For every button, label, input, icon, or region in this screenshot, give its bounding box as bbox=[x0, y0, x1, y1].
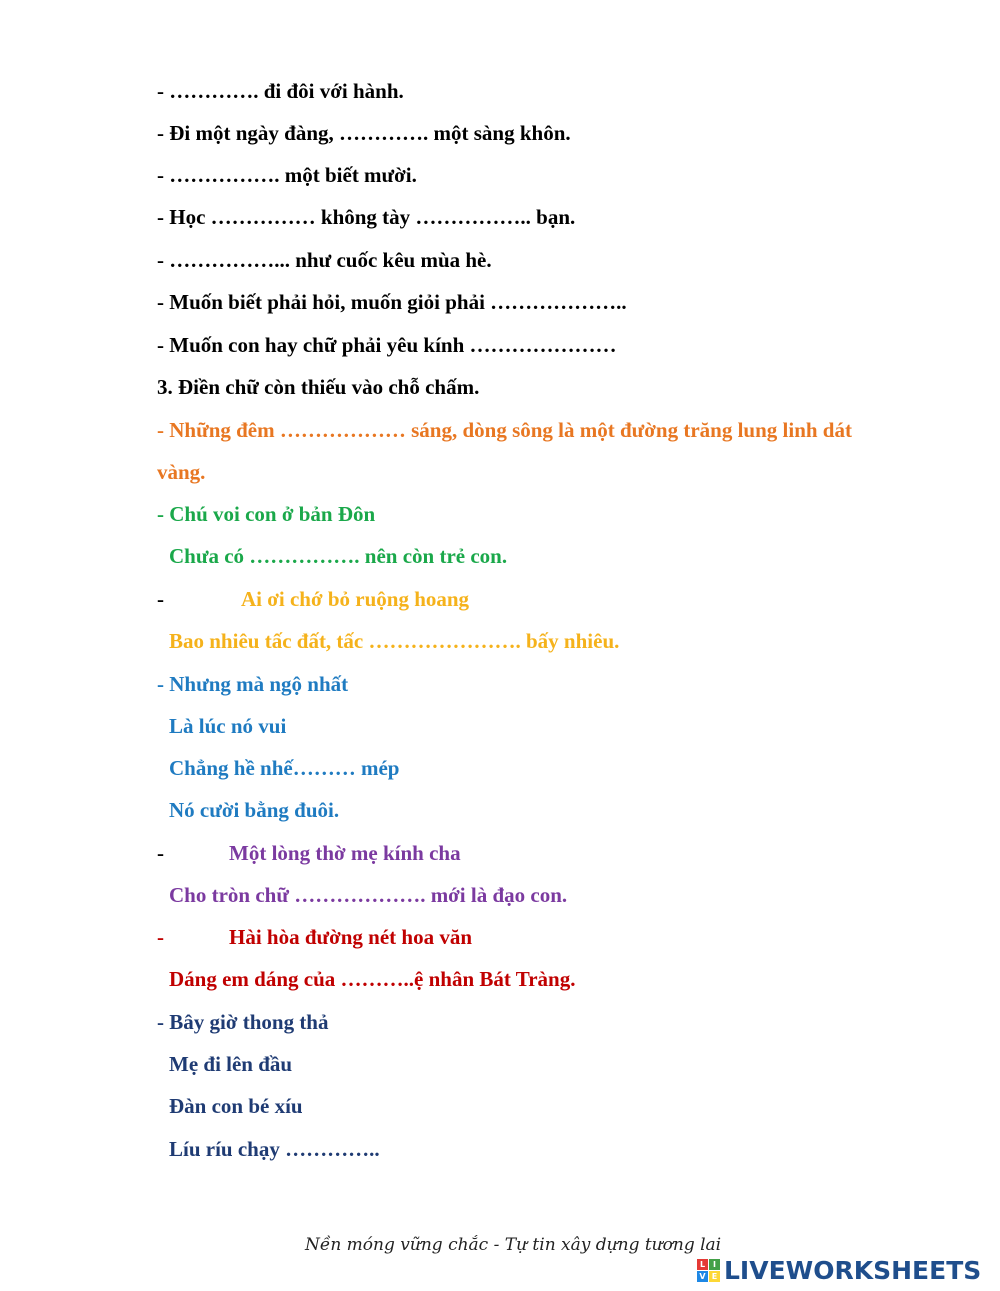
exercise-line: Ai ơi chớ bỏ ruộng hoang bbox=[241, 587, 470, 611]
exercise-line: - Bây giờ thong thả bbox=[157, 1010, 329, 1034]
exercise-line: Đàn con bé xíu bbox=[169, 1094, 303, 1118]
exercise-line: Bao nhiêu tấc đất, tấc …………………. bấy nhiêu. bbox=[169, 629, 620, 653]
proverb-line: - Muốn biết phải hỏi, muốn giỏi phải ……………….. bbox=[157, 290, 627, 314]
proverb-line: - Muốn con hay chữ phải yêu kính ………………… bbox=[157, 333, 617, 357]
footer-slogan: Nền móng vững chắc - Tự tin xây dựng tương lai bbox=[305, 1235, 722, 1255]
logo-block: I bbox=[709, 1259, 720, 1270]
exercise-line: Chẳng hề nhế……… mép bbox=[169, 756, 400, 780]
proverb-line: - Đi một ngày đàng, …………. một sàng khôn. bbox=[157, 121, 571, 145]
exercise-line: - Chú voi con ở bản Đôn bbox=[157, 502, 376, 526]
exercise-line: Dáng em dáng của ………..ệ nhân Bát Tràng. bbox=[169, 967, 576, 991]
bullet-dash: - bbox=[157, 841, 164, 865]
exercise-line: Hài hòa đường nét hoa văn bbox=[229, 925, 473, 949]
liveworksheets-logo bbox=[697, 1256, 981, 1284]
proverb-line: - ……………... như cuốc kêu mùa hè. bbox=[157, 248, 492, 272]
exercise-line: Líu ríu chạy ………….. bbox=[169, 1137, 380, 1161]
exercise-line: Cho tròn chữ ………………. mới là đạo con. bbox=[169, 883, 568, 907]
exercise-line: vàng. bbox=[157, 460, 206, 484]
proverb-line: - Học …………… không tày …………….. bạn. bbox=[157, 205, 576, 229]
exercise-line: Nó cười bằng đuôi. bbox=[169, 798, 340, 822]
exercise-line: Mẹ đi lên đầu bbox=[169, 1052, 293, 1076]
bullet-dash: - bbox=[157, 587, 164, 611]
bullet-dash: - bbox=[157, 925, 164, 949]
proverb-line: - ……………. một biết mười. bbox=[157, 163, 417, 187]
exercise-line: - Nhưng mà ngộ nhất bbox=[157, 672, 349, 696]
logo-block: E bbox=[709, 1271, 720, 1282]
logo-block: L bbox=[697, 1259, 708, 1270]
section-heading: 3. Điền chữ còn thiếu vào chỗ chấm. bbox=[157, 375, 480, 399]
logo-blocks-icon bbox=[697, 1259, 720, 1282]
proverb-line: - …………. đi đôi với hành. bbox=[157, 79, 404, 103]
logo-block: V bbox=[697, 1271, 708, 1282]
exercise-line: Là lúc nó vui bbox=[169, 714, 287, 738]
exercise-line: Một lòng thờ mẹ kính cha bbox=[229, 841, 461, 865]
exercise-line: Chưa có ……………. nên còn trẻ con. bbox=[169, 544, 508, 568]
exercise-line: - Những đêm ……………… sáng, dòng sông là một đường trăng lung linh dát bbox=[157, 418, 852, 442]
logo-text: LIVEWORKSHEETS bbox=[724, 1255, 982, 1285]
